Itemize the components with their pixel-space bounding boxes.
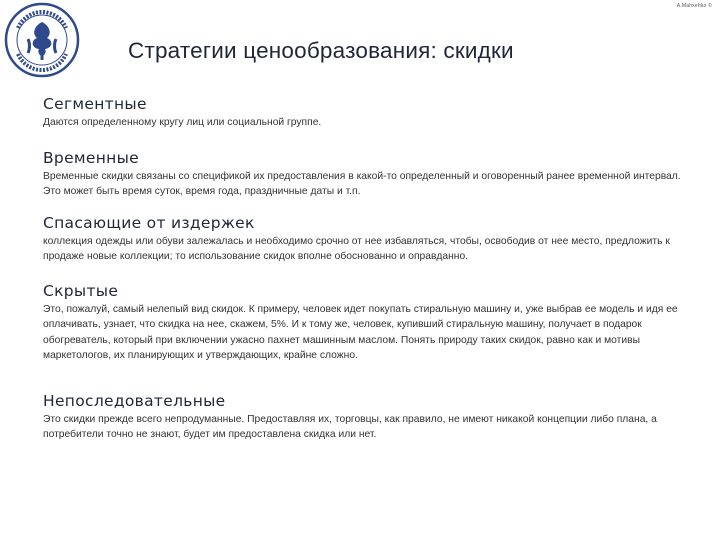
section-temporary [43, 147, 683, 200]
section-heading: Непоследовательные [43, 392, 226, 410]
section-cost-saving [43, 212, 683, 265]
section-body: Временные скидки связаны со спецификой их предоставления в какой-то определенный и оговоренный ранее временной интервал. Это может быть время суток, время года, праздничные даты и т.п. [43, 171, 681, 198]
section-body: Это скидки прежде всего непродуманные. Предоставляя их, торговцы, как правило, не имеют никакой концепции либо плана, а потребители точно не знают, будет им предоставлена скидка или нет. [43, 414, 657, 441]
university-emblem-icon [4, 2, 80, 78]
section-heading: Сегментные [43, 95, 147, 113]
page-title: Стратегии ценообразования: скидки [128, 38, 514, 63]
section-hidden [43, 280, 683, 363]
section-body: Даются определенному кругу лиц или социальной группе. [43, 117, 322, 128]
author-mark: A.Mahxehko © [676, 3, 712, 9]
section-heading: Спасающие от издержек [43, 214, 255, 232]
section-heading: Скрытые [43, 282, 119, 300]
section-heading: Временные [43, 149, 139, 167]
section-body: Это, пожалуй, самый нелепый вид скидок. К примеру, человек идет покупать стиральную машину и, уже выбрав ее модель и идя ее оплачивать, узнает, что скидка на нее, скажем, 5%. И к тому же, человек, купивший стиральную машину, получает в подарок обогреватель, который при включении ужасно пахнет машинным маслом. Понять природу таких скидок, равно как и мотивы маркетологов, их планирующих и утверждающих, крайне сложно. [43, 304, 678, 361]
section-segment [43, 93, 321, 130]
section-inconsistent [43, 390, 683, 443]
section-body: коллекция одежды или обуви залежалась и необходимо срочно от нее избавляться, чтобы, освободив от нее место, предложить к продаже новые коллекции; то использование скидок вполне обоснованно и оправданно. [43, 236, 670, 263]
